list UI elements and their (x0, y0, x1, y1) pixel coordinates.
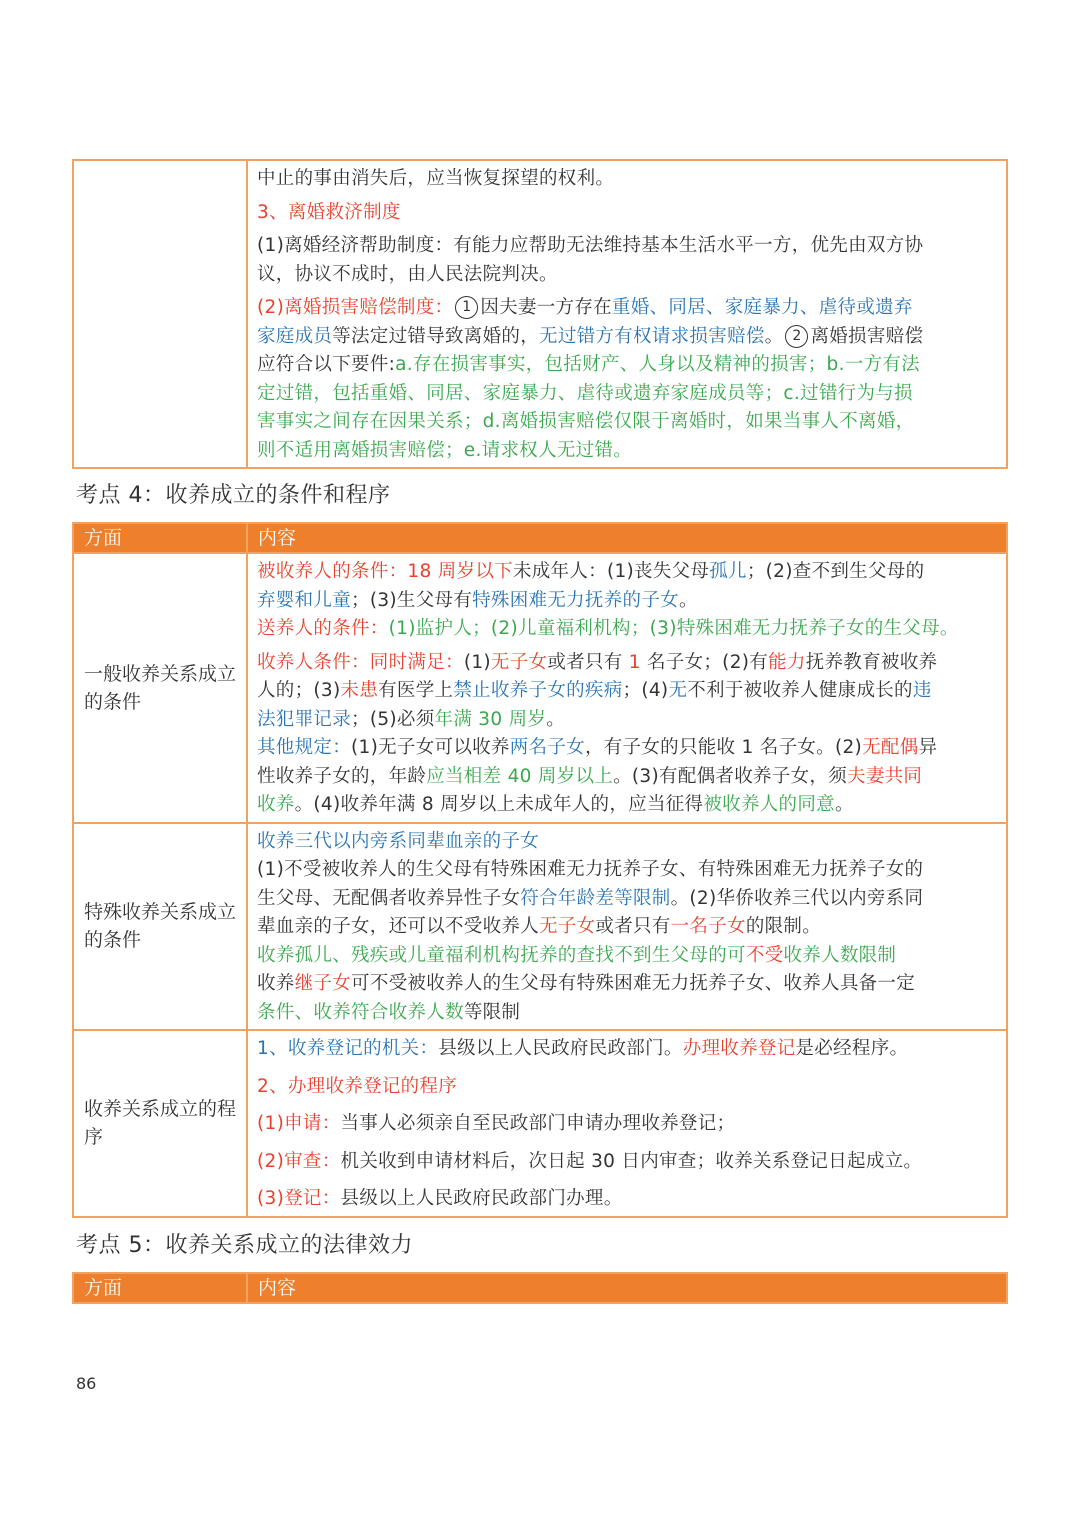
aspect-cell: 一般收养关系成立的条件 (73, 553, 247, 823)
text-line: 生父母、无配偶者收养异性子女符合年龄差等限制。(2)华侨收养三代以内旁系同 (257, 887, 924, 909)
text-line: 收养。(4)收养年满 8 周岁以上未成年人的，应当征得被收养人的同意。 (257, 794, 854, 815)
text-line: 人的；(3)未患有医学上禁止收养子女的疾病；(4)无不利于被收养人健康成长的违 (257, 680, 932, 701)
text-line: 其他规定：(1)无子女可以收养两名子女，有子女的只能收 1 名子女。(2)无配偶异 (257, 737, 938, 758)
text-line: 收养人条件：同时满足：(1)无子女或者只有 1 名子女；(2)有能力抚养教育被收养 (257, 651, 938, 673)
content-cell (247, 553, 1007, 823)
header-content: 内容 (247, 1273, 1007, 1303)
table-header (73, 1273, 1007, 1303)
text-line: 定过错，包括重婚、同居、家庭暴力、虐待或遗弃家庭成员等；c.过错行为与损 (257, 382, 913, 404)
circled-number: 2 (785, 325, 808, 348)
table-row (73, 823, 1007, 1031)
text-line: 送养人的条件：(1)监护人；(2)儿童福利机构；(3)特殊困难无力抚养子女的生父母。 (257, 618, 959, 639)
text-line: 辈血亲的子女，还可以不受收养人无子女或者只有一名子女的限制。 (257, 916, 822, 937)
text-line: 则不适用离婚损害赔偿；e.请求权人无过错。 (257, 439, 633, 461)
adoption-effect-table (72, 1272, 1008, 1304)
text-line: 条件、收养符合收养人数等限制 (257, 1001, 521, 1023)
adoption-conditions-table (72, 522, 1008, 1218)
divorce-relief-table (72, 159, 1008, 469)
header-content: 内容 (247, 523, 1007, 553)
text-line: (1)不受被收养人的生父母有特殊困难无力抚养子女、有特殊困难无力抚养子女的 (257, 859, 924, 880)
text-line: 应符合以下要件:a.存在损害事实，包括财产、人身以及精神的损害；b.一方有法 (257, 354, 920, 375)
text-line: (2)离婚损害赔偿制度： 1 因夫妻一方存在重婚、同居、家庭暴力、虐待或遗弃 (257, 297, 913, 318)
text-line: 收养孤儿、残疾或儿童福利机构抚养的查找不到生父母的可不受收养人数限制 (257, 944, 897, 966)
text-line: 家庭成员等法定过错导致离婚的，无过错方有权请求损害赔偿。 2 离婚损害赔偿 (257, 325, 924, 347)
subheading: 收养三代以内旁系同辈血亲的子女 (257, 830, 540, 852)
text-line: (2)审查：机关收到申请材料后，次日起 30 日内审查；收养关系登记日起成立。 (257, 1150, 923, 1172)
table-row (73, 1030, 1007, 1217)
circled-number: 1 (455, 296, 478, 319)
text-line: 中止的事由消失后，应当恢复探望的权利。 (257, 168, 615, 189)
section-5-title: 考点 5：收养关系成立的法律效力 (76, 1233, 413, 1258)
page-number: 86 (76, 1374, 97, 1393)
text-line: (1)申请：当事人必须亲自至民政部门申请办理收养登记； (257, 1113, 736, 1134)
section-4-title: 考点 4：收养成立的条件和程序 (76, 483, 391, 508)
text-line: 议，协议不成时，由人民法院判决。 (257, 263, 558, 285)
text-line: 弃婴和儿童；(3)生父母有特殊困难无力抚养的子女。 (257, 589, 698, 611)
aspect-cell-empty (73, 160, 247, 468)
subheading: 2、办理收养登记的程序 (257, 1075, 458, 1097)
text-line: 1、收养登记的机关：县级以上人民政府民政部门。办理收养登记是必经程序。 (257, 1038, 909, 1059)
text-line: 害事实之间存在因果关系；d.离婚损害赔偿仅限于离婚时，如果当事人不离婚， (257, 411, 915, 432)
table-row (73, 553, 1007, 823)
text-line: (3)登记：县级以上人民政府民政部门办理。 (257, 1188, 623, 1209)
header-aspect: 方面 (73, 523, 247, 553)
header-aspect: 方面 (73, 1273, 247, 1303)
table-header (73, 523, 1007, 553)
text-line: 收养继子女可不受被收养人的生父母有特殊困难无力抚养子女、收养人具备一定 (257, 973, 916, 994)
text-line: 被收养人的条件：18 周岁以下未成年人：(1)丧失父母孤儿；(2)查不到生父母的 (257, 561, 925, 582)
text-line: 法犯罪记录；(5)必须年满 30 周岁。 (257, 708, 566, 730)
aspect-cell: 收养关系成立的程序 (73, 1030, 247, 1217)
content-cell (247, 1030, 1007, 1217)
text-line: 性收养子女的，年龄应当相差 40 周岁以上。(3)有配偶者收养子女，须夫妻共同 (257, 765, 923, 787)
aspect-cell: 特殊收养关系成立的条件 (73, 823, 247, 1031)
content-cell (247, 823, 1007, 1031)
subheading: 3、离婚救济制度 (257, 201, 401, 223)
text-line: (1)离婚经济帮助制度：有能力应帮助无法维持基本生活水平一方，优先由双方协 (257, 235, 924, 256)
content-cell (247, 160, 1007, 468)
